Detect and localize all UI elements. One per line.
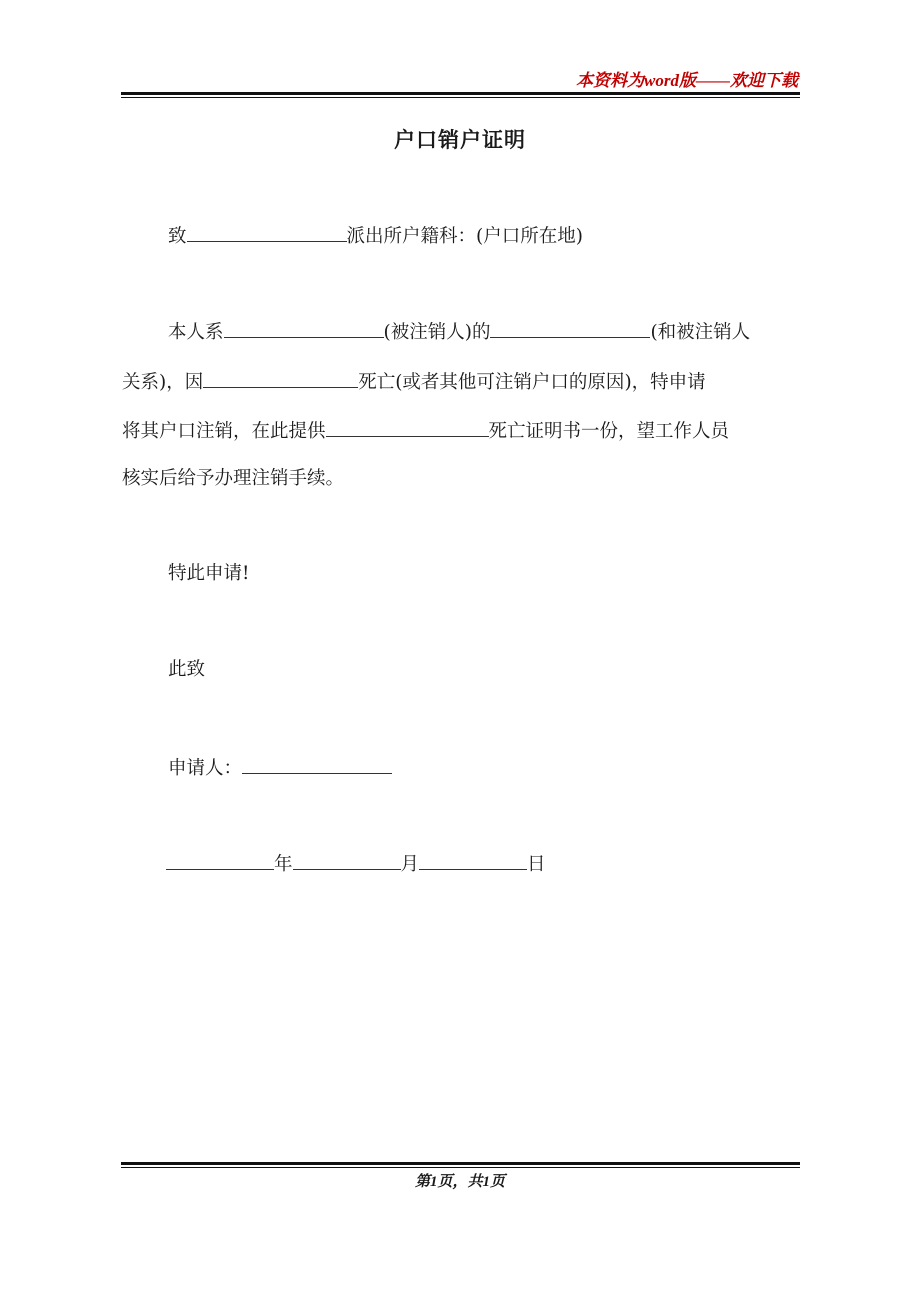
- header-rule-thick: [121, 92, 800, 95]
- date-line: [166, 851, 844, 878]
- page-number: 第1页，共1页: [414, 1174, 505, 1190]
- para-text: (被注销人)的: [383, 322, 491, 343]
- year-blank[interactable]: [166, 851, 274, 870]
- address-station: 派出所户籍科：(户口所在地): [346, 226, 583, 247]
- month-blank[interactable]: [293, 851, 401, 870]
- para-text: (和被注销人: [650, 322, 751, 343]
- month-label: 月: [400, 854, 420, 875]
- para-text: 本人系: [168, 322, 224, 343]
- document-title: 户口销户证明: [394, 127, 526, 152]
- footer-rule-thin: [121, 1167, 800, 1168]
- header-banner: 本资料为word版——欢迎下载: [576, 71, 798, 90]
- para-text: 将其户口注销，在此提供: [122, 421, 326, 442]
- request-line: 特此申请!: [168, 563, 250, 584]
- applicant-signature-blank[interactable]: [242, 755, 392, 774]
- deceased-name-blank[interactable]: [224, 319, 384, 338]
- para-text: 关系)，因: [122, 372, 204, 393]
- footer-rule-thick: [121, 1162, 800, 1165]
- day-blank[interactable]: [419, 851, 527, 870]
- relationship-blank[interactable]: [203, 369, 358, 388]
- day-label: 日: [527, 854, 546, 875]
- applicant-line: [168, 755, 846, 782]
- para-text: 死亡(或者其他可注销户口的原因)，特申请: [358, 372, 706, 393]
- address-line: [168, 223, 846, 250]
- address-to: 致: [168, 226, 187, 247]
- para-text: 死亡证明书一份，望工作人员: [488, 421, 730, 442]
- paragraph-line-2: [122, 369, 800, 396]
- applicant-label: 申请人：: [168, 758, 243, 779]
- salutation-line: 此致: [168, 659, 206, 680]
- year-label: 年: [274, 854, 293, 875]
- paragraph-line-3: [122, 418, 800, 445]
- certificate-issuer-blank[interactable]: [326, 418, 489, 437]
- paragraph-line-4: 核实后给予办理注销手续。: [122, 468, 345, 489]
- applicant-name-blank[interactable]: [490, 319, 650, 338]
- police-station-blank[interactable]: [187, 223, 347, 242]
- paragraph-line-1: [168, 319, 846, 346]
- header-rule-thin: [121, 97, 800, 98]
